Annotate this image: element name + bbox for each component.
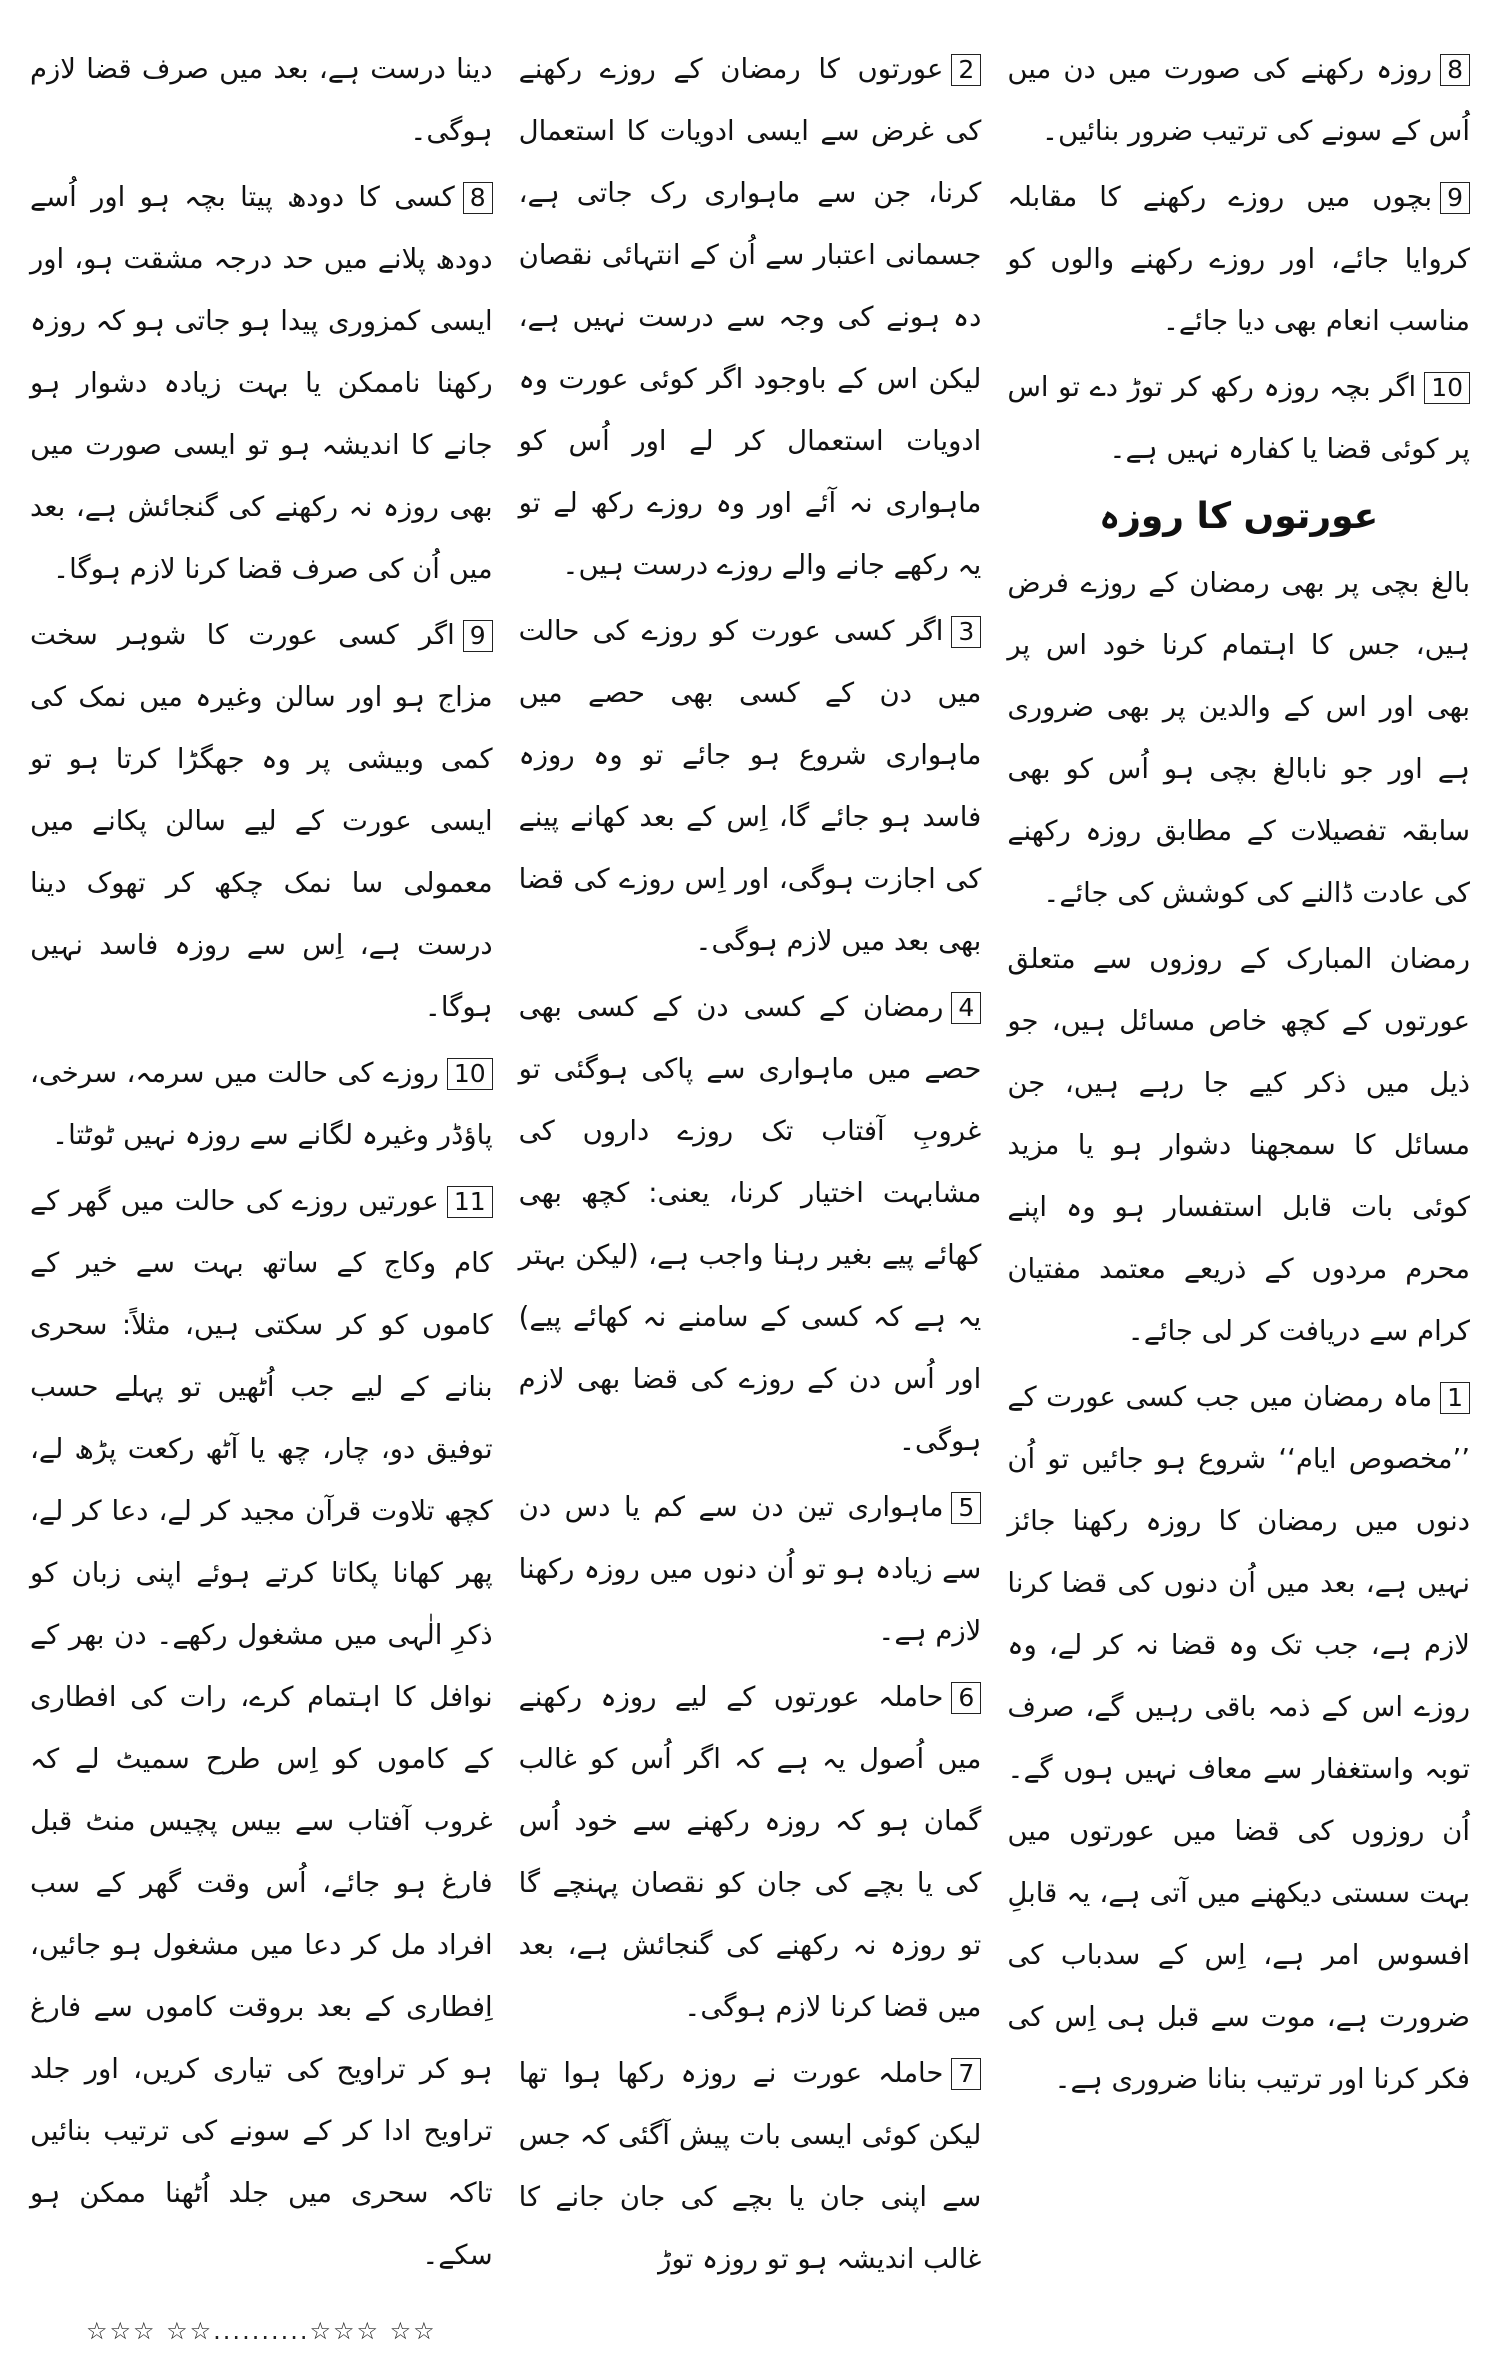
paragraph-text: عورتوں کا رمضان کے روزے رکھنے کی غرض سے ایسی ادویات کا استعمال کرنا، جن سے ماہواری رک جاتی ہے، جسمانی اعتبار سے اُن کے انتہائی نقصان دہ ہونے کی وجہ سے درست نہیں ہے، لیکن اس کے باوجود اگر کوئی عورت وہ ادویات استعمال کر لے اور اُس کو ماہواری نہ آئے اور وہ روزے رکھ لے تو یہ رکھے جانے والے روزے درست ہیں۔ [518,53,982,581]
item-number: 10 [1424,372,1470,404]
item-number: 10 [447,1058,493,1090]
paragraph-4 [519,976,982,1472]
intro-paragraph-2: رمضان المبارک کے روزوں سے متعلق عورتوں کے کچھ خاص مسائل ہیں، جو ذیل میں ذکر کیے جا رہے ہیں، جن مسائل کا سمجھنا دشوار ہو یا مزید کوئی بات قابل استفسار ہو وہ اپنے محرم مردوں کے ذریعے معتمد مفتیان کرام سے دریافت کر لی جائے۔ [1007,943,1470,1347]
star-divider: ☆☆☆ ☆☆..........☆☆☆ ☆☆ [85,2317,437,2345]
paragraph-text: اگر کسی عورت کو روزے کی حالت میں دن کے کسی بھی حصے میں ماہواری شروع ہو جائے تو وہ روزہ فاسد ہو جائے گا، اِس کے بعد کھانے پینے کی اجازت ہوگی، اور اِس روزے کی قضا بھی بعد میں لازم ہوگی۔ [518,615,982,957]
section-heading: عورتوں کا روزہ [1099,496,1379,537]
paragraph-11 [30,1170,493,2286]
paragraph-text: حاملہ عورت نے روزہ رکھا ہوا تھا لیکن کوئی ایسی بات پیش آگئی کہ جس سے اپنی جان یا بچے کی جان جانے کا غالب اندیشہ ہو تو روزہ توڑ [518,2057,982,2275]
paragraph-text: روزے کی حالت میں سرمہ، سرخی، پاؤڈر وغیرہ لگانے سے روزہ نہیں ٹوٹتا۔ [29,1057,493,1151]
item-number: 9 [463,620,493,652]
paragraph-9 [1007,166,1470,352]
column-middle [518,38,982,2275]
item-number: 8 [1440,54,1470,86]
item-number: 9 [1440,182,1470,214]
item-number: 5 [951,1492,981,1524]
item-number: 7 [951,2058,981,2090]
paragraph-1 [1007,1366,1470,2110]
paragraph-5 [519,1476,982,1662]
item-number: 8 [463,182,493,214]
paragraph-8 [1007,38,1470,162]
paragraph-text: روزہ رکھنے کی صورت میں دن میں اُس کے سونے کی ترتیب ضرور بنائیں۔ [1007,53,1470,147]
paragraph-10 [30,1042,493,1166]
paragraph-8 [30,166,493,600]
column-right [1007,38,1470,2178]
paragraph-text: ماہ رمضان میں جب کسی عورت کے ’’مخصوص ایام‘‘ شروع ہو جائیں تو اُن دنوں میں رمضان کا روزہ رکھنا جائز نہیں ہے، بعد میں اُن دنوں کی قضا کرنا لازم ہے، جب تک وہ قضا نہ کر لے، وہ روزے اس کے ذمہ باقی رہیں گے، صرف توبہ واستغفار سے معاف نہیں ہوں گے۔ اُن روزوں کی قضا میں عورتوں میں بہت سستی دیکھنے میں آتی ہے، یہ قابلِ افسوس امر ہے، اِس کے سدباب کی ضرورت ہے، موت سے قبل ہی اِس کی فکر کرنا اور ترتیب بنانا ضروری ہے۔ [1007,1381,1470,2095]
continuation-text: دینا درست ہے، بعد میں صرف قضا لازم ہوگی۔ [29,53,493,147]
paragraph-10 [1007,356,1470,480]
item-number: 2 [951,54,981,86]
paragraph-text: اگر بچہ روزہ رکھ کر توڑ دے تو اس پر کوئی قضا یا کفارہ نہیں ہے۔ [1007,371,1470,465]
paragraph-2 [519,38,982,596]
paragraph-text: عورتیں روزے کی حالت میں گھر کے کام وکاج کے ساتھ بہت سے خیر کے کاموں کو کر سکتی ہیں، مثلاً: سحری بنانے کے لیے جب اُٹھیں تو پہلے حسب توفیق دو، چار، چھ یا آٹھ رکعت پڑھ لے، کچھ تلاوت قرآن مجید کر لے، دعا کر لے، پھر کھانا پکاتا کرتے ہوئے اپنی زبان کو ذکرِ الٰہی میں مشغول رکھے۔ دن بھر کے نوافل کا اہتمام کرے، رات کی افطاری کے کاموں کو اِس طرح سمیٹ لے کہ غروب آفتاب سے بیس پچیس منٹ قبل فارغ ہو جائے، اُس وقت گھر کے سب افراد مل کر دعا میں مشغول ہو جائیں، اِفطاری کے بعد بروقت کاموں سے فارغ ہو کر تراویح کی تیاری کریں، اور جلد تراویح ادا کر کے سونے کی ترتیب بنائیں تاکہ سحری میں جلد اُٹھنا ممکن ہو سکے۔ [29,1185,493,2271]
item-number: 4 [951,992,981,1024]
item-number: 1 [1440,1382,1470,1414]
column-left [29,38,493,2345]
paragraph-6 [519,1666,982,2038]
paragraph-text: حاملہ عورتوں کے لیے روزہ رکھنے میں اُصول یہ ہے کہ اگر اُس کو غالب گمان ہو کہ روزہ رکھنے سے خود اُس کی یا بچے کی جان کو نقصان پہنچے گا تو روزہ نہ رکھنے کی گنجائش ہے، بعد میں قضا کرنا لازم ہوگی۔ [518,1681,982,2023]
paragraph-text: ماہواری تین دن سے کم یا دس دن سے زیادہ ہو تو اُن دنوں میں روزہ رکھنا لازم ہے۔ [518,1491,982,1647]
intro-paragraph-1: بالغ بچی پر بھی رمضان کے روزے فرض ہیں، جس کا اہتمام کرنا خود اس پر بھی اور اس کے والدین پر بھی ضروری ہے اور جو نابالغ بچی ہو اُس کو بھی سابقہ تفصیلات کے مطابق روزہ رکھنے کی عادت ڈالنے کی کوشش کی جائے۔ [1007,567,1470,909]
paragraph-9 [30,604,493,1038]
paragraph-text: کسی کا دودھ پیتا بچہ ہو اور اُسے دودھ پلانے میں حد درجہ مشقت ہو، اور ایسی کمزوری پیدا ہو جاتی ہو کہ روزہ رکھنا ناممکن یا بہت زیادہ دشوار ہو جانے کا اندیشہ ہو تو ایسی صورت میں بھی روزہ نہ رکھنے کی گنجائش ہے، بعد میں اُن کی صرف قضا کرنا لازم ہوگا۔ [29,181,493,585]
item-number: 3 [951,616,981,648]
item-number: 6 [951,1682,981,1714]
paragraph-text: بچوں میں روزے رکھنے کا مقابلہ کروایا جائے، اور روزے رکھنے والوں کو مناسب انعام بھی دیا جائے۔ [1007,181,1470,337]
paragraph-text: رمضان کے کسی دن کے کسی بھی حصے میں ماہواری سے پاکی ہوگئی تو غروبِ آفتاب تک روزے داروں کی مشابہت اختیار کرنا، یعنی: کچھ بھی کھائے پیے بغیر رہنا واجب ہے، (لیکن بہتر یہ ہے کہ کسی کے سامنے نہ کھائے پیے) اور اُس دن کے روزے کی قضا بھی لازم ہوگی۔ [518,991,982,1457]
paragraph-7 [519,2042,982,2290]
paragraph-text: اگر کسی عورت کا شوہر سخت مزاج ہو اور سالن وغیرہ میں نمک کی کمی وبیشی پر وہ جھگڑا کرتا ہو تو ایسی عورت کے لیے سالن پکانے میں معمولی سا نمک چکھ کر تھوک دینا درست ہے، اِس سے روزہ فاسد نہیں ہوگا۔ [29,619,493,1023]
item-number: 11 [447,1186,493,1218]
paragraph-3 [519,600,982,972]
